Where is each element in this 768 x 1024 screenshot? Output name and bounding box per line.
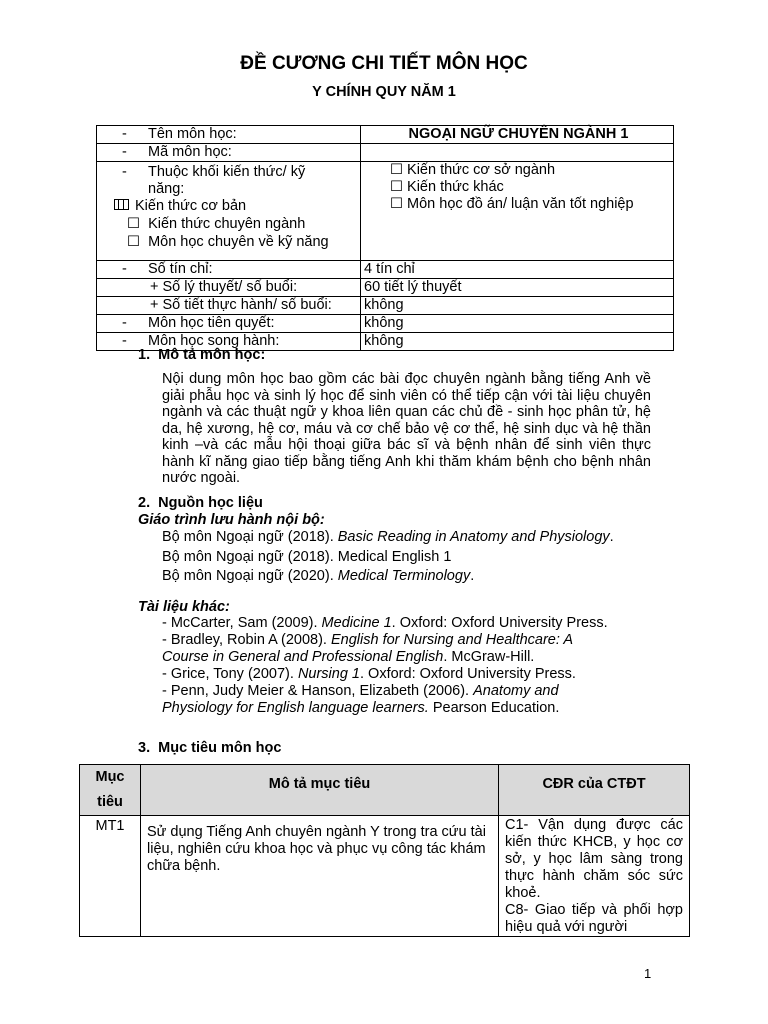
ref-text: Bộ môn Ngoại ngữ (2018). [162,529,338,545]
dash: - [122,126,127,142]
reference-item [162,649,608,666]
ref-text: . [609,529,614,545]
section-number: 3. [138,740,151,756]
internal-heading: Giáo trình lưu hành nội bộ: [138,512,325,528]
objectives-header-row [80,765,690,816]
ref-text: . [470,568,475,584]
row-ma-mon-hoc [97,144,674,162]
reference-item [162,615,608,632]
checkbox-icon[interactable]: ☐ [127,234,140,250]
course-description: Nội dung môn học bao gồm các bài đọc chuyên ngành bằng tiếng Anh về giải phẫu học và sinh lý học để sinh viên có thể tiếp cận với tài liệu chuyên ngành và các thuật ngữ y khoa liên quan các chủ đề - sinh học phân tử, hệ da, hệ xương, hệ cơ, máu và cơ chế bảo vệ cơ thể, hệ sinh dục và hệ thần kinh –và các mẫu hội thoại giữa bác sĩ và bệnh nhân để sinh viên thực hành kĩ năng giao tiếp bằng tiếng Anh khi thăm khám bệnh cho bệnh nhân nước ngoài. [162,371,651,486]
header-mo-ta: Mô tả mục tiêu [141,765,499,816]
ref-title: Anatomy and [473,683,559,699]
section-3-heading [138,740,281,756]
checkbox-label: Kiến thức khác [407,179,504,195]
objective-description: Sử dụng Tiếng Anh chuyên ngành Y trong tra cứu tài liệu, nghiên cứu khoa học và phục vụ công tác khám chữa bệnh. [141,816,499,937]
row-ten-mon-hoc [97,126,674,144]
reference-item [162,632,608,649]
checkbox-label: Kiến thức cơ sở ngành [407,162,556,178]
checkbox-icon[interactable]: ☐ [390,196,403,212]
section-title: Nguồn học liệu [158,495,263,511]
dash: - [122,315,127,331]
checkbox-icon[interactable]: ☐ [127,216,140,232]
document-title: ĐỀ CƯƠNG CHI TIẾT MÔN HỌC [240,53,528,74]
reference-item [162,528,614,548]
dash: - [122,261,127,277]
checkbox-label: Kiến thức cơ bản [135,198,247,214]
section-2-heading [138,495,263,511]
tien-quyet-label: Môn học tiên quyết: [148,315,275,331]
dash: - [122,144,127,160]
ten-mon-hoc-label: Tên môn học: [148,126,237,142]
tien-quyet-value: không [361,315,674,333]
checkbox-label: Môn học chuyên về kỹ năng [148,234,329,250]
document-subtitle: Y CHÍNH QUY NĂM 1 [312,84,456,100]
ref-text: - Penn, Judy Meier & Hanson, Elizabeth (2006). [162,683,474,699]
page-number: 1 [644,966,652,981]
ref-title: Basic Reading in Anatomy and Physiology [337,529,610,545]
checkbox-icon[interactable]: ☐ [390,162,403,178]
ref-title: Physiology for English language learners. [162,700,429,716]
course-info-table [96,125,674,351]
internal-refs [162,528,614,587]
table-row [80,816,690,937]
ly-thuyet-value: 60 tiết lý thuyết [361,279,674,297]
objective-id: MT1 [80,816,141,937]
section-number: 2. [138,495,151,511]
section-title: Mô tả môn học: [158,347,266,363]
ref-text: . Oxford: Oxford University Press. [391,615,608,631]
header-line: Mục [95,769,125,785]
ten-mon-hoc-value: NGOẠI NGỮ CHUYÊN NGÀNH 1 [361,126,674,144]
dash: - [122,164,127,180]
ref-text: Bộ môn Ngoại ngữ (2018). Medical English 1 [162,548,452,565]
ma-mon-hoc-value [361,144,674,162]
other-heading: Tài liệu khác: [138,599,230,615]
section-1-heading [138,347,265,363]
ref-title: Course in General and Professional English [162,649,444,665]
section-number: 1. [138,347,151,363]
checkbox-label: Kiến thức chuyên ngành [148,216,306,232]
thuc-hanh-value: không [361,297,674,315]
so-tin-chi-value: 4 tín chỉ [361,261,674,279]
ref-title: English for Nursing and Healthcare: A [331,632,574,648]
reference-item [162,666,608,683]
row-ly-thuyet [97,279,674,297]
reference-item [162,683,608,700]
ref-title: Medicine 1 [321,615,392,631]
objective-cdr [499,816,690,937]
ref-title: Medical Terminology [337,568,471,584]
dash: - [122,333,127,349]
other-refs [162,615,608,717]
header-cdr: CĐR của CTĐT [499,765,690,816]
row-tien-quyet [97,315,674,333]
khoi-kien-thuc-label-2: năng: [148,181,185,197]
ma-mon-hoc-label: Mã môn học: [148,144,232,160]
objectives-table [79,764,690,937]
row-thuc-hanh [97,297,674,315]
ref-text: - Grice, Tony (2007). [162,666,298,682]
row-so-tin-chi [97,261,674,279]
reference-item [162,548,614,568]
header-line: tiêu [97,794,123,810]
cdr-item: C8- Giao tiếp và phối hợp hiệu quả với người [505,902,683,935]
header-muc-tieu [80,765,141,816]
row-khoi-kien-thuc [97,162,674,261]
section-title: Mục tiêu môn học [158,740,282,756]
checkbox-icon[interactable]: ☐ [390,179,403,195]
checkbox-kien-thuc-co-ban[interactable] [118,199,129,210]
ref-text: Bộ môn Ngoại ngữ (2020). [162,568,338,584]
ref-text: - Bradley, Robin A (2008). [162,632,331,648]
song-hanh-value: không [361,333,674,351]
reference-item [162,700,608,717]
ref-text: - McCarter, Sam (2009). [162,615,322,631]
thuc-hanh-label: + Số tiết thực hành/ số buổi: [150,297,332,313]
so-tin-chi-label: Số tín chỉ: [148,261,213,277]
ref-text: Pearson Education. [428,700,560,716]
cdr-item: C1- Vận dụng được các kiến thức KHCB, y học cơ sở, y học lâm sàng trong thực hành chăm sóc sức khoẻ. [505,817,683,901]
khoi-kien-thuc-label-1: Thuộc khối kiến thức/ kỹ [148,164,306,180]
song-hanh-label: Môn học song hành: [148,333,280,349]
ly-thuyet-label: + Số lý thuyết/ số buổi: [150,279,298,295]
ref-text: . McGraw-Hill. [443,649,535,665]
ref-title: Nursing 1 [297,666,360,682]
ref-text: . Oxford: Oxford University Press. [360,666,576,682]
checkbox-label: Môn học đồ án/ luận văn tốt nghiệp [407,196,634,212]
reference-item [162,567,614,587]
